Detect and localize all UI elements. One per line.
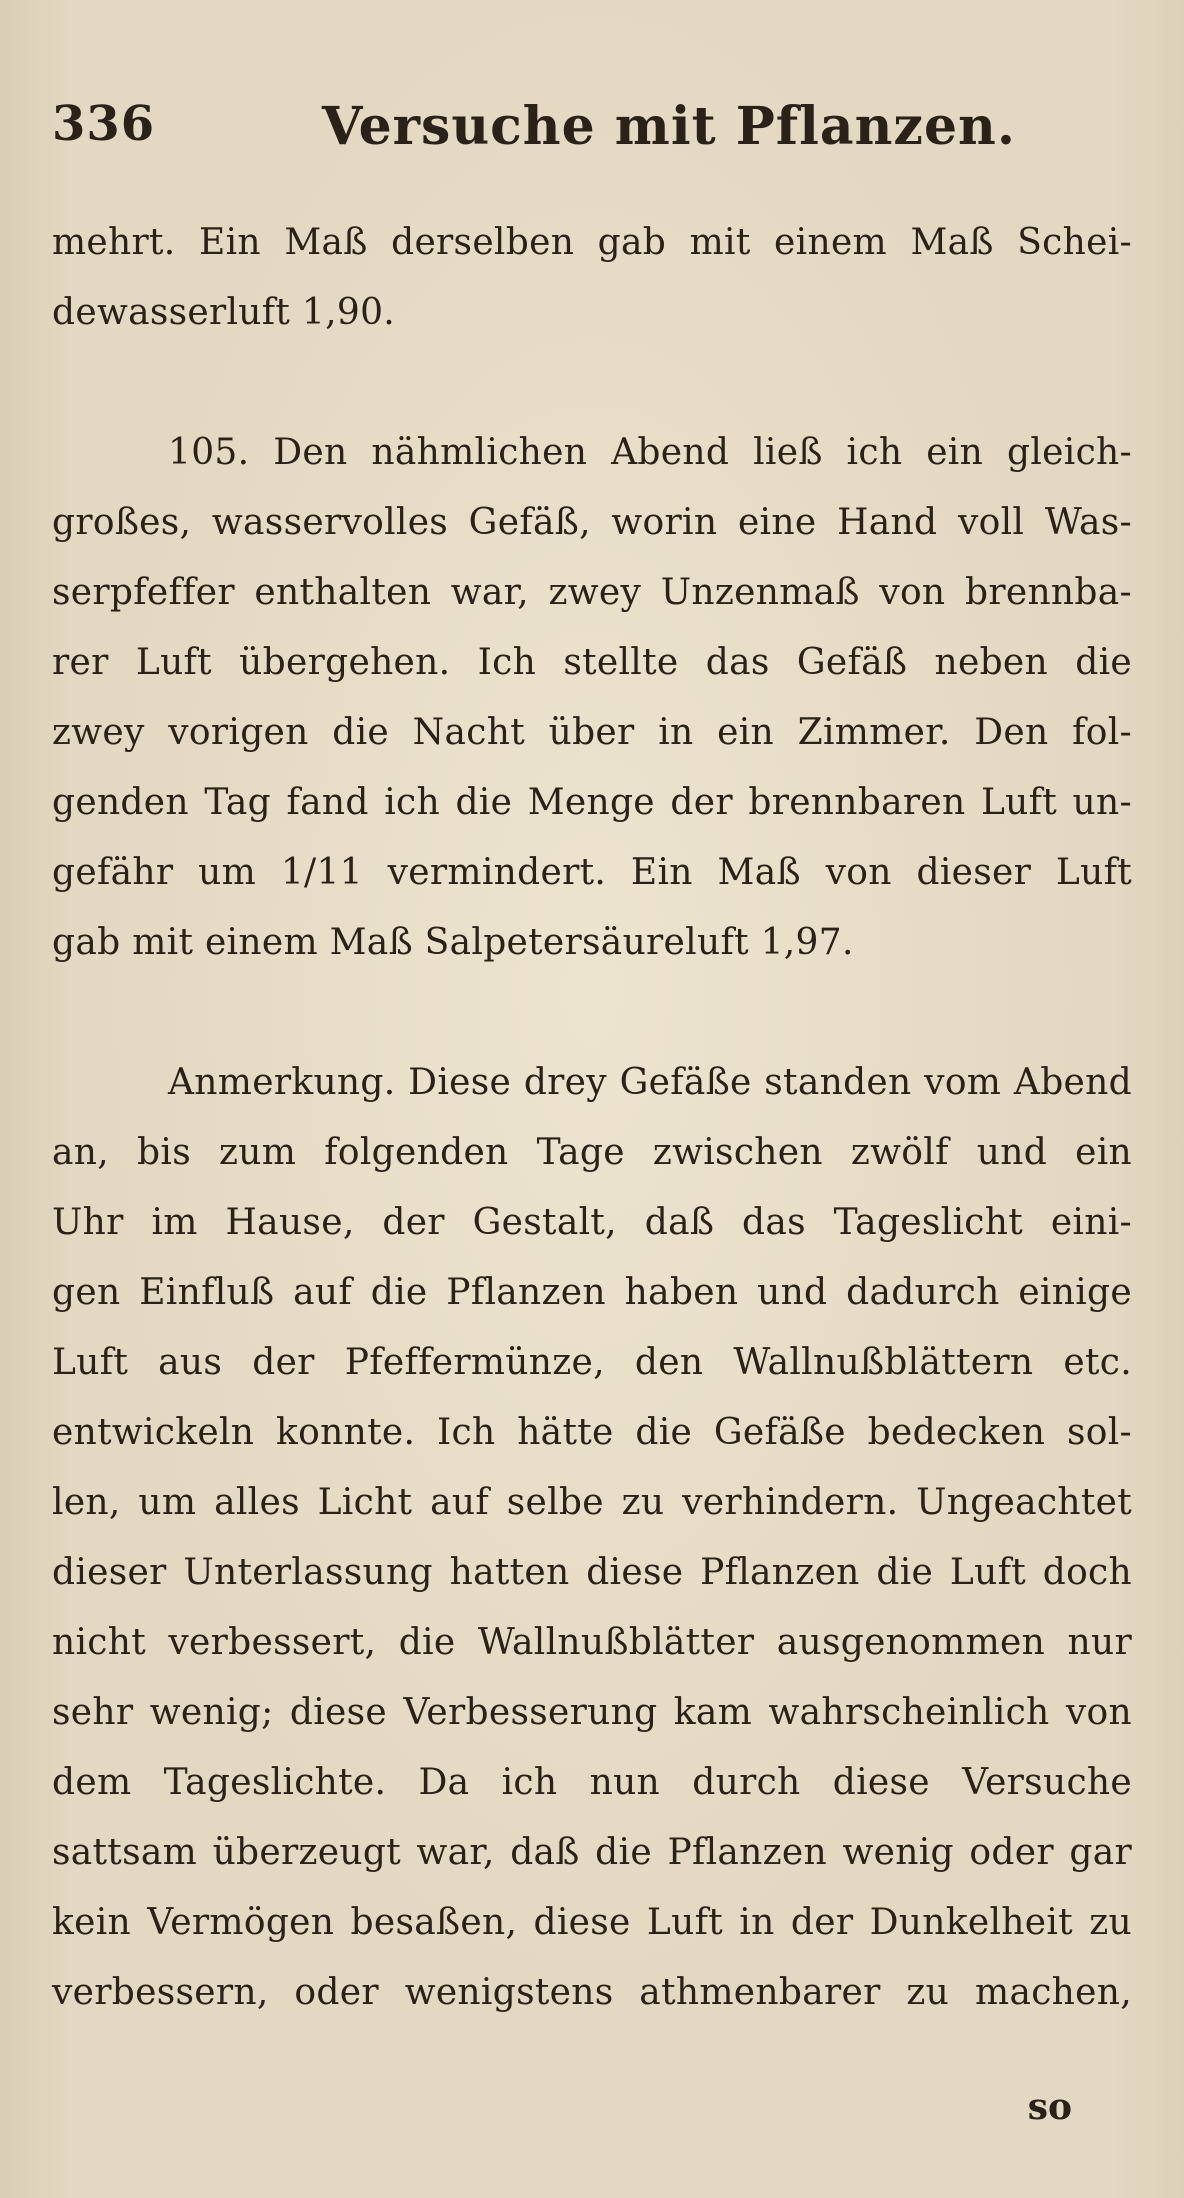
text-line: sattsam überzeugt war, daß die Pflanzen wenig oder gar (52, 1832, 1132, 1873)
text-line: dewasserluft 1,90. (52, 292, 396, 333)
text-line: dieser Unterlassung hatten diese Pflanzen die Luft doch (52, 1552, 1132, 1593)
text-line: an, bis zum folgenden Tage zwischen zwölf und ein (52, 1132, 1132, 1173)
text-line: entwickeln konnte. Ich hätte die Gefäße bedecken sol- (52, 1412, 1132, 1453)
text-line: dem Tageslichte. Da ich nun durch diese Versuche (52, 1762, 1132, 1803)
text-line: Uhr im Hause, der Gestalt, daß das Tageslicht eini- (52, 1202, 1132, 1243)
paragraph-gap (52, 348, 1132, 418)
body-text (52, 208, 1132, 2028)
text-line: len, um alles Licht auf selbe zu verhindern. Ungeachtet (52, 1482, 1132, 1523)
text-line: serpfeffer enthalten war, zwey Unzenmaß von brennba- (52, 572, 1132, 613)
text-line: gen Einfluß auf die Pflanzen haben und dadurch einige (52, 1272, 1132, 1313)
text-line: rer Luft übergehen. Ich stellte das Gefäß neben die (52, 642, 1132, 683)
text-line: 105. Den nähmlichen Abend ließ ich ein gleich- (168, 432, 1132, 473)
text-line: mehrt. Ein Maß derselben gab mit einem Maß Schei- (52, 222, 1132, 263)
text-line: großes, wasservolles Gefäß, worin eine Hand voll Was- (52, 502, 1132, 543)
text-line: gab mit einem Maß Salpetersäureluft 1,97. (52, 922, 854, 963)
text-line: nicht verbessert, die Wallnußblätter ausgenommen nur (52, 1622, 1132, 1663)
text-line: genden Tag fand ich die Menge der brennbaren Luft un- (52, 782, 1132, 823)
page-number: 336 (52, 96, 156, 152)
text-line: kein Vermögen besaßen, diese Luft in der Dunkelheit zu (52, 1902, 1132, 1943)
text-line: sehr wenig; diese Verbesserung kam wahrscheinlich von (52, 1692, 1132, 1733)
text-line: verbessern, oder wenigstens athmenbarer zu machen, (52, 1972, 1132, 2013)
text-line: zwey vorigen die Nacht über in ein Zimmer. Den fol- (52, 712, 1132, 753)
running-title: Versuche mit Pflanzen. (322, 96, 1016, 157)
text-line: Anmerkung. Diese drey Gefäße standen vom Abend (168, 1062, 1132, 1103)
text-line: Luft aus der Pfeffermünze, den Wallnußblättern etc. (52, 1342, 1132, 1383)
catchword: so (1027, 2086, 1072, 2128)
paragraph-gap (52, 978, 1132, 1048)
page-header (52, 96, 1132, 166)
text-line: gefähr um 1/11 vermindert. Ein Maß von dieser Luft (52, 852, 1132, 893)
